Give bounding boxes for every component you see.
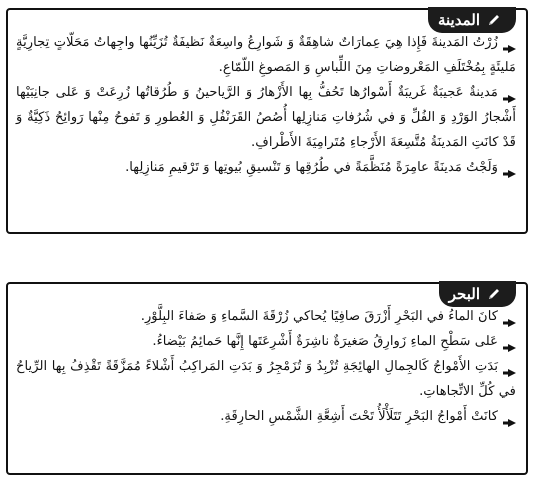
city-paragraph-3 (16, 155, 516, 180)
city-paragraph-1 (16, 30, 516, 80)
sea-paragraph-3-text: بَدَتِ الأَمْواجُ كَالجِمالِ الهائِجَةِ تُزْبِدُ وَ تُزَمْجِرُ وَ بَدَتِ المَراكِبُ أَشْلاءً مُمَزَّقَةً تَقْذِفُ بِها الرِّياحُ في كُلِّ الاتِّجاهاتِ. (16, 359, 516, 399)
pointing-hand-icon (502, 362, 516, 372)
sea-paragraph-3 (16, 354, 516, 404)
city-text (16, 30, 516, 180)
pencil-icon (486, 12, 502, 28)
pointing-hand-icon (502, 163, 516, 173)
pointing-hand-icon (502, 412, 516, 422)
sea-paragraph-1 (16, 304, 516, 329)
pointing-hand-icon (502, 88, 516, 98)
sea-paragraph-4 (16, 404, 516, 429)
city-paragraph-2-text: مَدينةٌ عَجيبَةٌ غَريبَةٌ أَسْوارُها تَحُفُّ بِها الأَزْهارُ وَ الرَّياحينُ وَ طُرُقاتُها زُرِعَتْ وَ عَلى جانِبَيْها أَشْجارُ الوَرْدِ وَ الفُلِّ وَ في شُرُفاتِ مَنازِلِها أُصُصُ القَرَنْفُلِ وَ العُطورِ وَ تَفوحُ مِنْها رَوائِحُ ذَكِيَّةٌ وَ قَدْ كانَتِ المَدينَةُ مُتَّسِعَةَ الأَرْجاءِ مُتَرامِيَةَ الأَطْرافِ. (16, 85, 516, 150)
pointing-hand-icon (502, 337, 516, 347)
sea-section (6, 282, 528, 475)
city-paragraph-3-text: وَلَجْتُ مَدينَةً عامِرَةً مُنَظَّمَةً في طُرُقِها وَ تَنْسيقِ بُيوتِها وَ تَرْقيمِ مَنازِلِها. (125, 160, 498, 175)
pointing-hand-icon (502, 312, 516, 322)
sea-paragraph-4-text: كانَتْ أَمْواجُ البَحْرِ تَتَلَأْلَأُ تَحْتَ أَشِعَّةِ الشَّمْسِ الحارِقَةِ. (220, 409, 498, 424)
city-title: المدينة (437, 11, 480, 29)
city-paragraph-2 (16, 80, 516, 155)
sea-paragraph-2 (16, 329, 516, 354)
pointing-hand-icon (502, 38, 516, 48)
city-section (6, 8, 528, 234)
pencil-icon (486, 286, 502, 302)
sea-paragraph-1-text: كانَ الماءُ في البَحْرِ أَزْرَقَ صافِيًا يُحاكي زُرْقَةَ السَّماءِ وَ صَفاءَ البِلَّوْرِ. (140, 309, 498, 324)
sea-text (16, 304, 516, 429)
sea-title: البحر (448, 285, 480, 303)
sea-paragraph-2-text: عَلى سَطْحِ الماءِ زَوارِقُ صَغيرَةٌ ناشِرَةٌ أَشْرِعَتَها إِنَّها حَمائِمُ بَيْضاءُ. (152, 334, 498, 349)
city-paragraph-1-text: زُرْتُ المَدينةَ فَإِذا هِيَ عِمارَاتٌ شاهِقَةٌ وَ شَوارِعُ واسِعَةٌ نَظيفَةٌ تُزَيِّنُها واجِهاتُ مَحَلّاتٍ تِجارِيَّةٍ مَليئَةٍ بِمُخْتَلَفِ المَعْروضاتِ مِنَ اللِّباسِ وَ المَصوغِ اللّمّاعِ. (16, 35, 516, 75)
